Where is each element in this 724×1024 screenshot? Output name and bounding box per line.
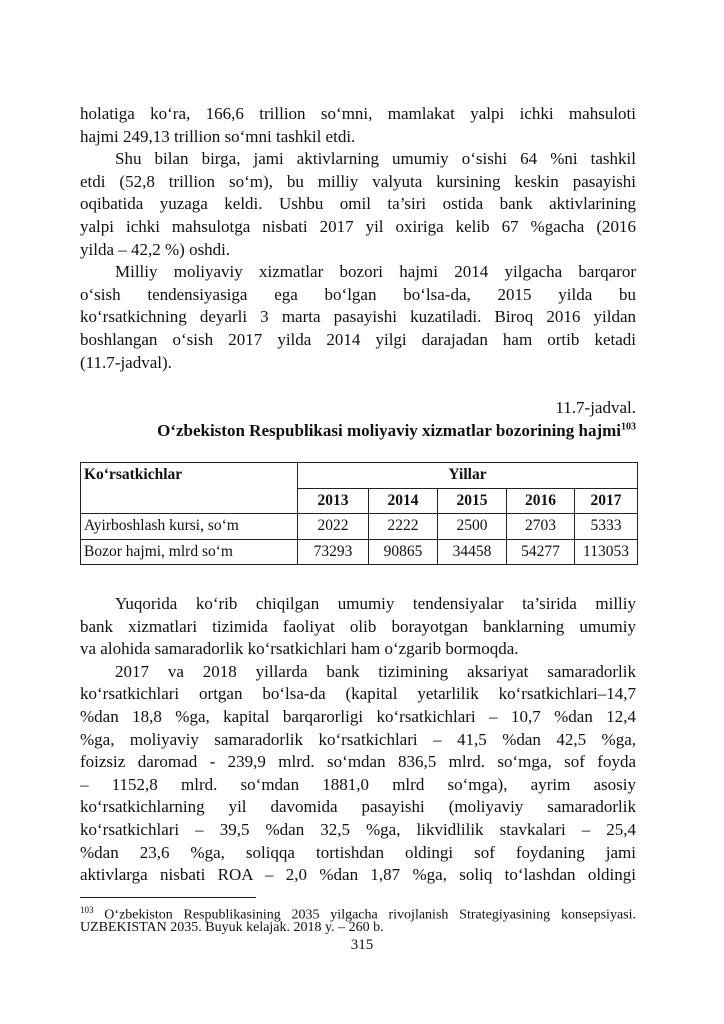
paragraph-line: ko‘rsatkichlari – 39,5 %dan 32,5 %ga, likvidlilik stavkalari – 25,4 bbox=[80, 819, 636, 839]
year-header: 2016 bbox=[507, 488, 575, 514]
footnote-ref: 103 bbox=[621, 421, 636, 433]
table-row bbox=[81, 514, 638, 540]
paragraph-line: holatiga ko‘ra, 166,6 trillion so‘mni, mamlakat yalpi ichki mahsuloti bbox=[80, 104, 636, 123]
cell: 113053 bbox=[575, 539, 638, 565]
paragraph-line: etdi (52,8 trillion so‘m), bu milliy valyuta kursining keskin pasayishi bbox=[80, 171, 636, 191]
paragraph-line: va alohida samaradorlik ko‘rsatkichlari ham o‘zgarib bormoqda. bbox=[80, 639, 519, 659]
table-header-row bbox=[81, 463, 638, 489]
paragraph-line: 2017 va 2018 yillarda bank tizimining aksariyat samaradorlik bbox=[115, 661, 636, 681]
paragraph-line: boshlangan o‘sish 2017 yilda 2014 yilgi darajadan ham ortib ketadi bbox=[80, 329, 636, 349]
footnote-number: 103 bbox=[80, 905, 94, 915]
footnote-text: O‘zbekiston Respublikasining 2035 yilgacha rivojlanish Strategiyasining konsepsiyasi. bbox=[104, 907, 637, 923]
data-table bbox=[80, 462, 638, 565]
table-title bbox=[80, 421, 636, 441]
paragraph-line: o‘sish tendensiyasiga ega bo‘lgan bo‘lsa-da, 2015 yilda bu bbox=[80, 284, 636, 304]
year-header: 2017 bbox=[575, 488, 638, 514]
paragraph-line: Milliy moliyaviy xizmatlar bozori hajmi 2014 yilgacha barqaror bbox=[115, 262, 636, 282]
year-header: 2014 bbox=[369, 488, 438, 514]
year-header: 2015 bbox=[438, 488, 507, 514]
paragraph-line: – 1152,8 mlrd. so‘mdan 1881,0 mlrd so‘mga), ayrim asosiy bbox=[80, 774, 636, 794]
paragraph-line: yalpi ichki mahsulotga nisbati 2017 yil oxiriga kelib 67 %gacha (2016 bbox=[80, 216, 636, 236]
paragraph-line: aktivlarga nisbati ROA – 2,0 %dan 1,87 %ga, soliq to‘lashdan oldingi bbox=[80, 865, 636, 885]
row-label: Bozor hajmi, mlrd so‘m bbox=[81, 539, 298, 565]
paragraph-line: bank xizmatlari tizimida faoliyat olib borayotgan banklarning umumiy bbox=[80, 616, 636, 636]
paragraph-line: Shu bilan birga, jami aktivlarning umumiy o‘sishi 64 %ni tashkil bbox=[115, 149, 636, 169]
cell: 34458 bbox=[438, 539, 507, 565]
cell: 2500 bbox=[438, 514, 507, 540]
body-text-bottom bbox=[80, 593, 636, 887]
page-number: 315 bbox=[350, 937, 374, 953]
paragraph-line: (11.7-jadval). bbox=[80, 352, 172, 372]
paragraph-line: foizsiz daromad - 239,9 mlrd. so‘mdan 836,5 mlrd. so‘mga, sof foyda bbox=[80, 752, 636, 772]
row-label: Ayirboshlash kursi, so‘m bbox=[81, 514, 298, 540]
year-header: 2013 bbox=[298, 488, 369, 514]
table-title-text: O‘zbekiston Respublikasi moliyaviy xizmatlar bozorining hajmi bbox=[157, 421, 621, 440]
cell: 73293 bbox=[298, 539, 369, 565]
paragraph-line: oqibatida yuzaga keldi. Ushbu omil ta’siri ostida bank aktivlarining bbox=[80, 194, 636, 214]
body-text-top bbox=[80, 103, 636, 374]
table-caption: 11.7-jadval. bbox=[555, 398, 636, 417]
paragraph-line: hajmi 249,13 trillion so‘mni tashkil etdi. bbox=[80, 126, 356, 146]
header-indicators: Ko‘rsatkichlar bbox=[81, 463, 298, 514]
paragraph-line: ko‘rsatkichlarning yil davomida pasayishi (moliyaviy samaradorlik bbox=[80, 797, 636, 817]
paragraph-line: %dan 18,8 %ga, kapital barqarorligi ko‘rsatkichlari – 10,7 %dan 12,4 bbox=[80, 706, 636, 726]
paragraph-line: %dan 23,6 %ga, soliqqa tortishdan oldingi sof foydaning jami bbox=[80, 842, 636, 862]
cell: 5333 bbox=[575, 514, 638, 540]
paragraph-line: %ga, moliyaviy samaradorlik ko‘rsatkichlari – 41,5 %dan 42,5 %ga, bbox=[80, 729, 636, 749]
footnote-line-1 bbox=[80, 902, 637, 923]
cell: 2703 bbox=[507, 514, 575, 540]
cell: 2022 bbox=[298, 514, 369, 540]
footnote bbox=[80, 902, 636, 936]
paragraph-line: ko‘rsatkichning deyarli 3 marta pasayishi kuzatiladi. Biroq 2016 yildan bbox=[80, 307, 636, 327]
table-row bbox=[81, 539, 638, 565]
footnote-divider bbox=[80, 897, 256, 898]
paragraph-line: ko‘rsatkichlari ortgan bo‘lsa-da (kapital yetarlilik ko‘rsatkichlari–14,7 bbox=[80, 684, 636, 704]
cell: 54277 bbox=[507, 539, 575, 565]
footnote-line-2: UZBEKISTAN 2035. Buyuk kelajak. 2018 y. – 260 b. bbox=[80, 920, 384, 935]
cell: 2222 bbox=[369, 514, 438, 540]
header-years-group: Yillar bbox=[298, 463, 638, 489]
cell: 90865 bbox=[369, 539, 438, 565]
paragraph-line: yilda – 42,2 %) oshdi. bbox=[80, 239, 231, 259]
paragraph-line: Yuqorida ko‘rib chiqilgan umumiy tendensiyalar ta’sirida milliy bbox=[115, 594, 636, 613]
